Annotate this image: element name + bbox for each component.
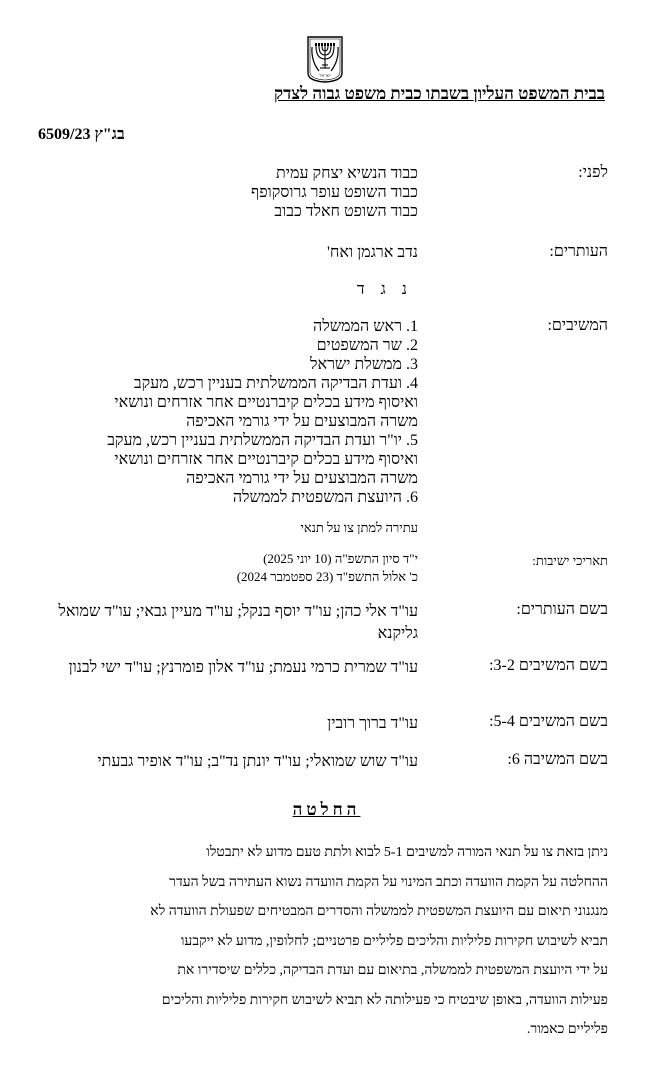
petitioners-label: העותרים: xyxy=(549,243,608,260)
decision-line: פליליים כאמור. xyxy=(526,1022,608,1037)
respondent-line: משרה המבוצעים על ידי גורמי האכיפה xyxy=(186,413,418,430)
respondent-line: 5. יו"ר ועדת הבדיקה הממשלתית בעניין רכש, מעקב xyxy=(107,432,418,449)
respondent-line: ואיסוף מידע בכלים קיברנטיים אחר אזרחים ונושאי xyxy=(114,394,418,411)
respondent-line: משרה המבוצעים על ידי גורמי האכיפה xyxy=(186,470,418,487)
respondent-line: 4. ועדת הבדיקה הממשלתית בעניין רכש, מעקב xyxy=(133,375,418,392)
emblem-caption: ישראל xyxy=(319,72,331,78)
hearing-date: כ' אלול התשפ"ד (23 ספטמבר 2024) xyxy=(236,569,418,584)
court-title: בבית המשפט העליון בשבתו כבית משפט גבוה לצדק xyxy=(273,84,605,103)
decision-line: על ידי היועצת המשפטית לממשלה, בתיאום עם ועדת הבדיקה, כללים שיסדירו את xyxy=(177,963,608,978)
respondent-line: 3. ממשלת ישראל xyxy=(309,356,418,373)
judge-name: כבוד הנשיא יצחק עמית xyxy=(276,165,418,182)
hearing-date: י"ד סיון התשפ"ה (10 יוני 2025) xyxy=(263,551,418,566)
decision-line: מנגנוני תיאום עם היועצת המשפטית לממשלה והסדרים המבטיחים שפעולת הוועדה לא xyxy=(150,904,608,919)
decision-title: החלטה xyxy=(292,800,361,819)
counsel-label: בשם המשיבים 3-2: xyxy=(489,657,608,674)
respondent-line: 6. היועצת המשפטית לממשלה xyxy=(232,489,418,506)
counsel-value: עו"ד שוש שמואלי; עו"ד יונתן נד"ב; עו"ד אופיר גבעתי xyxy=(97,753,418,770)
petition-type: עתירה למתן צו על תנאי xyxy=(300,520,418,535)
decision-line: פעילות הוועדה, באופן שיבטיח כי פעילותה לא תביא לשיבוש חקירות פליליות והליכים xyxy=(161,992,608,1008)
case-number: בג"ץ 6509/23 xyxy=(38,126,125,143)
judge-name: כבוד השופט עופר גרוסקופף xyxy=(250,184,418,201)
versus: נ ג ד xyxy=(356,281,413,298)
judge-name: כבוד השופט חאלד כבוב xyxy=(274,203,418,220)
before-label: לפני: xyxy=(578,164,608,181)
counsel-label: בשם המשיבה 6: xyxy=(507,751,608,768)
decision-line: ההחלטה על הקמת הוועדה וכתב המינוי על הקמת הוועדה נשוא העתירה בשל העדר xyxy=(169,874,608,890)
decision-line: תביא לשיבוש חקירות פליליות והליכים פליליים פרטניים; לחלופין, מדוע לא ייקבעו xyxy=(180,933,608,949)
petitioners-value: נדב ארגמן ואח' xyxy=(327,244,418,261)
state-emblem-icon xyxy=(305,35,345,83)
hearing-dates-list xyxy=(237,550,418,586)
respondent-line: 1. ראש הממשלה xyxy=(313,318,418,335)
decision-body xyxy=(38,838,608,1045)
respondents-list xyxy=(107,317,418,507)
judges-list xyxy=(251,164,418,221)
respondents-label: המשיבים: xyxy=(547,317,608,334)
counsel-value: עו"ד אלי כהן; עו"ד יוסף בנקל; עו"ד מעיין גבאי; עו"ד שמואל גליקנא xyxy=(58,603,418,642)
hearing-dates-label: תאריכי ישיבות: xyxy=(532,553,608,568)
counsel-value: עו"ד ברוך רובין xyxy=(327,715,418,732)
respondent-line: ואיסוף מידע בכלים קיברנטיים אחר אזרחים ונושאי xyxy=(114,451,418,468)
counsel-value: עו"ד שמרית כרמי נעמת; עו"ד אלון פומרנץ; עו"ד ישי לבנון xyxy=(68,659,418,676)
respondent-line: 2. שר המשפטים xyxy=(316,337,418,354)
decision-line: ניתן בזאת צו על תנאי המורה למשיבים 5-1 לבוא ולתת טעם מדוע לא יתבטלו xyxy=(206,845,608,860)
counsel-label: בשם העותרים: xyxy=(516,601,608,618)
counsel-label: בשם המשיבים 5-4: xyxy=(489,713,608,730)
